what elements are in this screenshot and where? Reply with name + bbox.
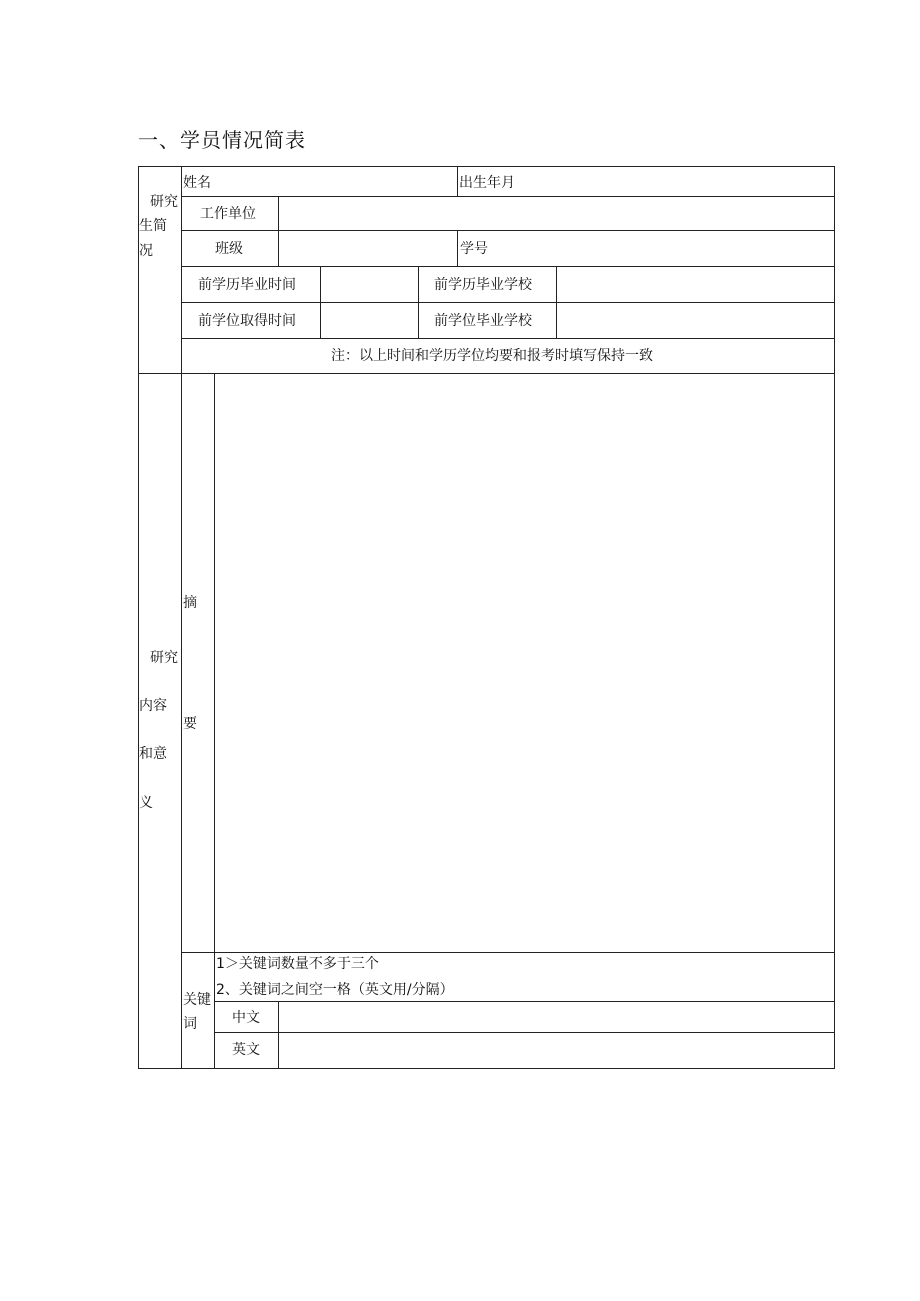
student-id-label: 学号 [460, 241, 488, 257]
abstract-label-char: 要 [183, 716, 197, 732]
divider [181, 266, 835, 267]
chinese-keywords-label: 中文 [232, 1010, 260, 1026]
name-label: 姓名 [183, 175, 211, 191]
divider [418, 266, 419, 338]
divider [214, 1001, 835, 1002]
divider [214, 1032, 835, 1033]
keyword-rule: 2、关键词之间空一格（英文用/分隔） [216, 982, 454, 998]
section2-label-line: 内容 [139, 698, 167, 714]
section1-label-line: 研究 [150, 194, 178, 210]
birth-field[interactable] [522, 168, 832, 194]
class-field[interactable] [280, 232, 455, 264]
page-title: 一、学员情况简表 [138, 128, 306, 152]
abstract-field[interactable] [216, 375, 832, 950]
prev-degree-school-field[interactable] [558, 304, 832, 336]
english-keywords-field[interactable] [280, 1034, 832, 1067]
divider [278, 196, 279, 266]
name-field[interactable] [214, 168, 454, 194]
note-text: 注：以上时间和学历学位均要和报考时填写保持一致 [331, 348, 653, 364]
divider [457, 166, 458, 196]
section2-label-line: 研究 [150, 650, 178, 666]
prev-edu-time-label: 前学历毕业时间 [198, 277, 296, 293]
class-label: 班级 [215, 241, 243, 257]
divider [320, 266, 321, 338]
divider [556, 266, 557, 338]
divider [278, 1001, 279, 1069]
chinese-keywords-field[interactable] [280, 1003, 832, 1030]
divider [181, 952, 835, 953]
divider [181, 338, 835, 339]
english-keywords-label: 英文 [232, 1042, 260, 1058]
keyword-rule: 1＞关键词数量不多于三个 [216, 956, 379, 972]
keywords-label-line: 关键 [183, 992, 211, 1008]
student-id-field[interactable] [495, 232, 832, 264]
prev-edu-time-field[interactable] [322, 268, 416, 300]
prev-degree-time-field[interactable] [322, 304, 416, 336]
divider [214, 373, 215, 1069]
birth-label: 出生年月 [459, 175, 515, 191]
work-unit-label: 工作单位 [200, 206, 256, 222]
divider [181, 196, 835, 197]
section1-label-line: 生简 [139, 218, 167, 234]
abstract-label-char: 摘 [183, 595, 197, 611]
section1-label-line: 况 [139, 243, 153, 259]
section2-label-line: 义 [139, 795, 153, 811]
prev-degree-time-label: 前学位取得时间 [198, 313, 296, 329]
prev-edu-school-label: 前学历毕业学校 [434, 277, 532, 293]
section2-label-line: 和意 [139, 746, 167, 762]
keywords-label-line: 词 [183, 1016, 197, 1032]
divider [181, 230, 835, 231]
divider [181, 302, 835, 303]
prev-edu-school-field[interactable] [558, 268, 832, 300]
divider [138, 373, 835, 374]
divider [457, 230, 458, 266]
prev-degree-school-label: 前学位毕业学校 [434, 313, 532, 329]
work-unit-field[interactable] [280, 198, 832, 228]
